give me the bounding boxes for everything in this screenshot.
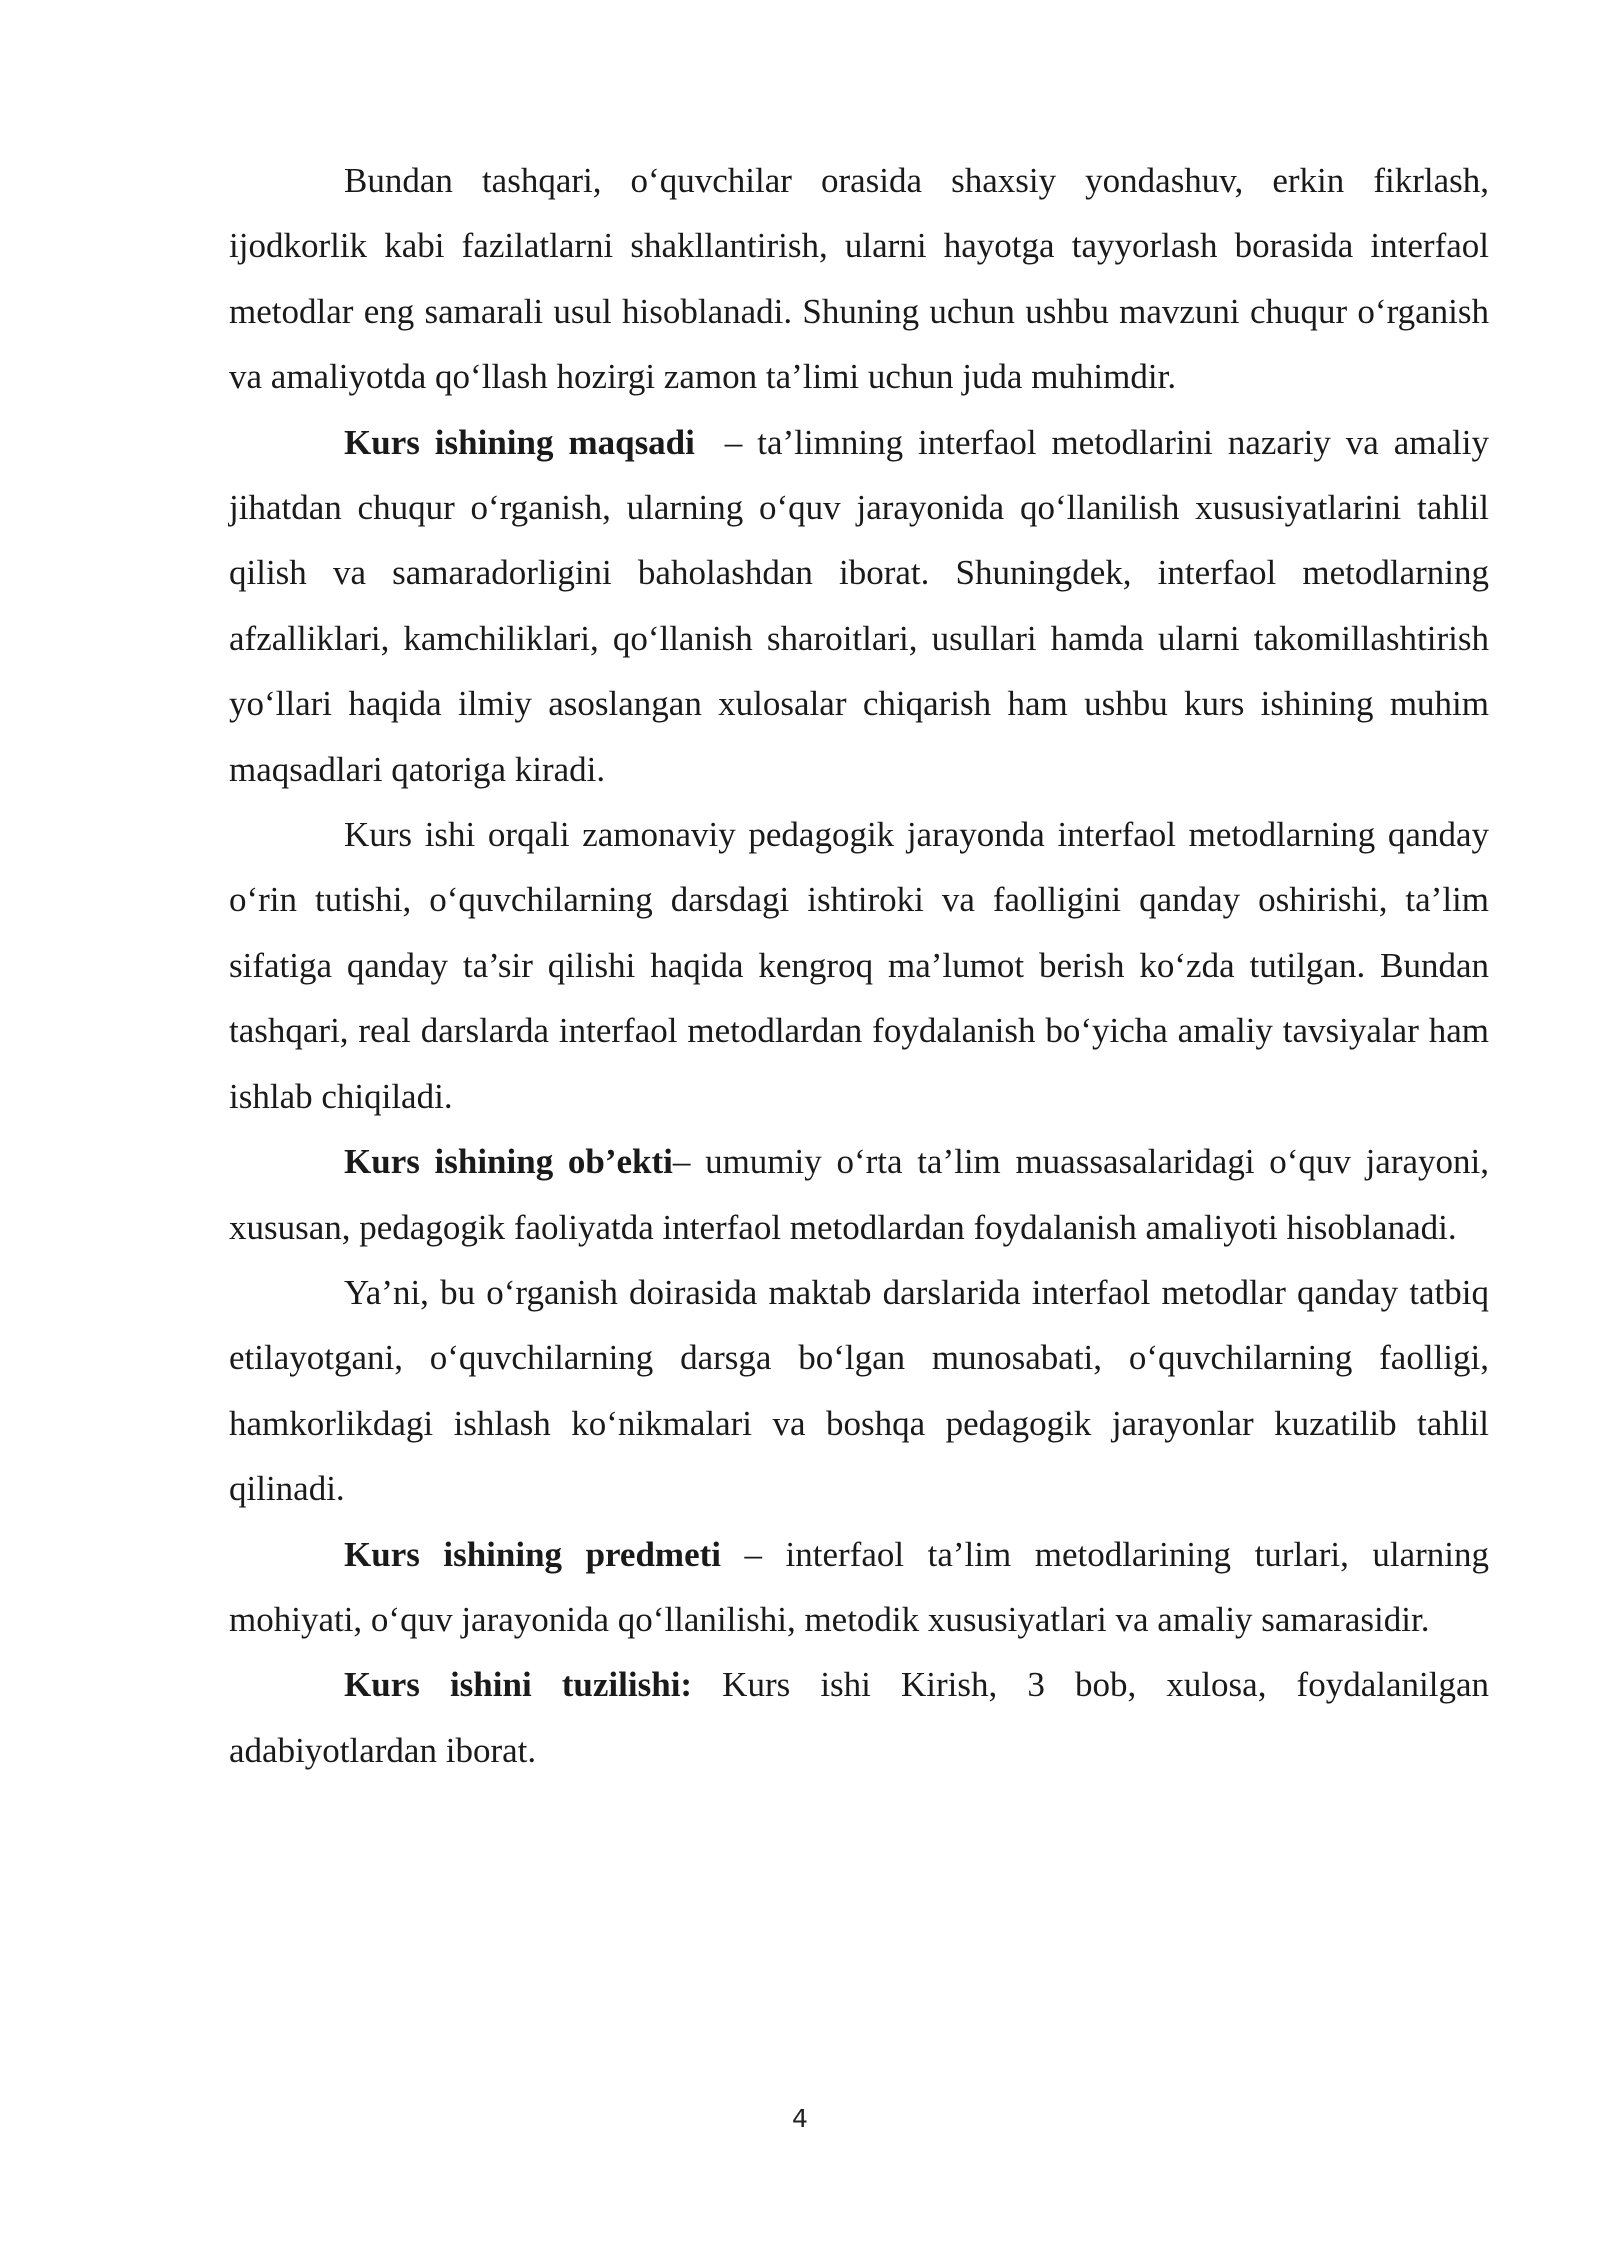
paragraph-text: Kurs ishi Kirish, 3 bob, xulosa, foydalanilgan adabiyotlardan iborat. xyxy=(229,1665,1489,1770)
paragraph-text: Kurs ishi orqali zamonaviy pedagogik jarayonda interfaol metodlarning qanday o‘rin tutishi, o‘quvchilarning darsdagi ishtiroki va faolligini qanday oshirishi, ta’lim sifatiga qanday ta’sir qilishi haqida kengroq ma’lumot berish ko‘zda tutilgan. Bundan tashqari, real darslarda interfaol metodlardan foydalanish bo‘yicha amaliy tavsiyalar ham ishlab chiqiladi. xyxy=(229,815,1489,1116)
paragraph-object xyxy=(229,1129,1489,1260)
paragraph-goal xyxy=(229,410,1498,802)
paragraph-subject xyxy=(229,1522,1489,1653)
paragraph-intro xyxy=(229,148,1489,410)
page-number: 4 xyxy=(792,2104,808,2133)
paragraph-text: Bundan tashqari, o‘quvchilar orasida shaxsiy yondashuv, erkin fikrlash, ijodkorlik kabi fazilatlarni shakllantirish, ularni hayotga tayyorlash borasida interfaol metodlar eng samarali usul hisoblanadi. Shuning uchun ushbu mavzuni chuqur o‘rganish va amaliyotda qo‘llash hozirgi zamon ta’limi uchun juda muhimdir. xyxy=(229,161,1489,397)
paragraph-lead: Kurs ishining predmeti xyxy=(344,1534,722,1574)
paragraph-text: – ta’limning interfaol metodlarini nazariy va amaliy jihatdan chuqur o‘rganish, ularning o‘quv jarayonida qo‘llanilish xususiyatlarini tahlil qilish va samaradorligini baholashdan iborat. Shuningdek, interfaol metodlarning afzalliklari, kamchiliklari, qo‘llanish sharoitlari, usullari hamda ularni takomillashtirish yo‘llari haqida ilmiy asoslangan xulosalar chiqarish ham ushbu kurs ishining muhim maqsadlari qatoriga kiradi. xyxy=(229,422,1498,789)
paragraph-lead: Kurs ishining maqsadi xyxy=(344,422,695,462)
paragraph-object-details xyxy=(229,1260,1489,1522)
paragraph-lead: Kurs ishining ob’ekti xyxy=(344,1142,673,1182)
paragraph-text: Ya’ni, bu o‘rganish doirasida maktab darslarida interfaol metodlar qanday tatbiq etilayotgani, o‘quvchilarning darsga bo‘lgan munosabati, o‘quvchilarning faolligi, hamkorlikdagi ishlash ko‘nikmalari va boshqa pedagogik jarayonlar kuzatilib tahlil qilinadi. xyxy=(229,1272,1489,1509)
document-body xyxy=(229,148,1498,1783)
paragraph-purpose-details xyxy=(229,802,1489,1129)
paragraph-text: – umumiy o‘rta ta’lim muassasalaridagi o‘quv jarayoni, xususan, pedagogik faoliyatda interfaol metodlardan foydalanish amaliyoti hisoblanadi. xyxy=(229,1142,1489,1247)
paragraph-text: – interfaol ta’lim metodlarining turlari, ularning mohiyati, o‘quv jarayonida qo‘llanilishi, metodik xususiyatlari va amaliy samarasidir. xyxy=(229,1534,1489,1639)
paragraph-lead: Kurs ishini tuzilishi: xyxy=(344,1665,693,1705)
paragraph-structure xyxy=(229,1652,1489,1783)
